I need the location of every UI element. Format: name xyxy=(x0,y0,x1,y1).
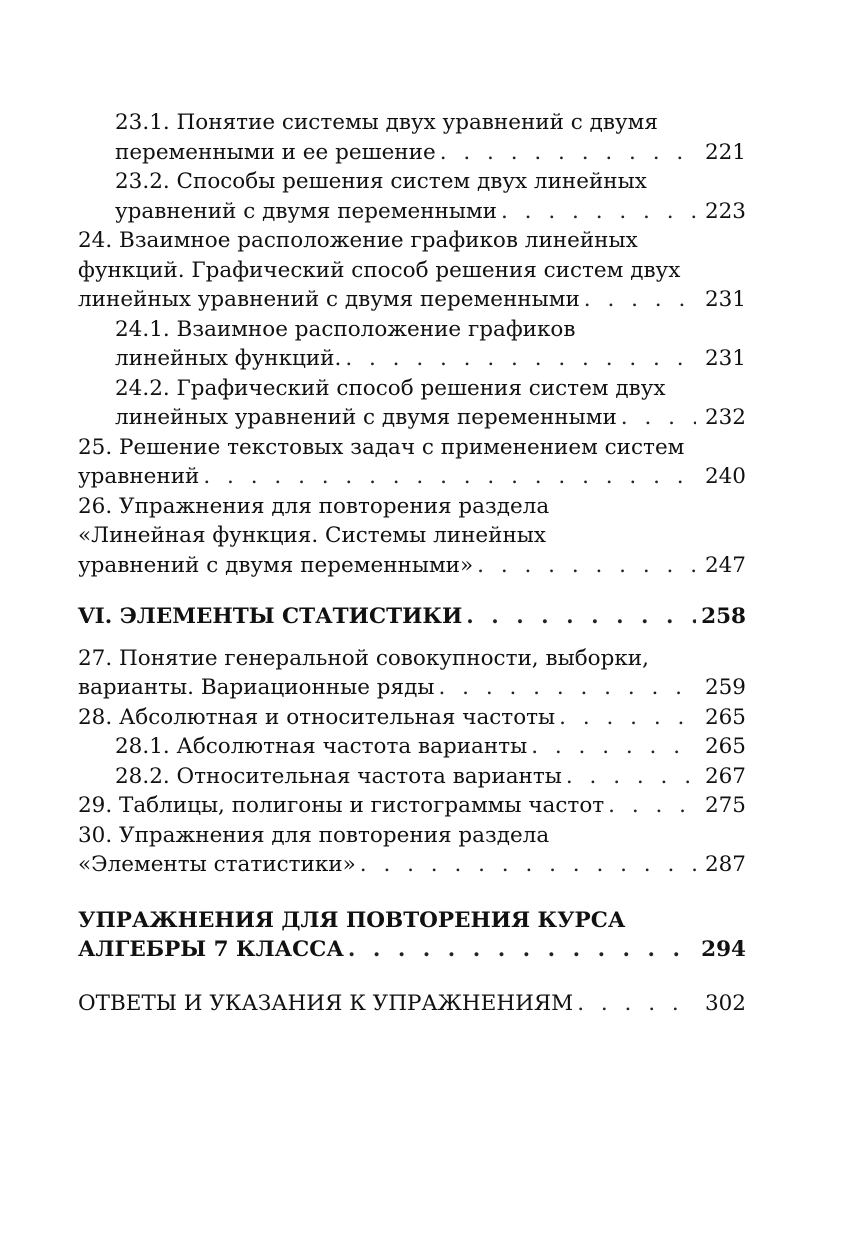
page-number: 240 xyxy=(704,464,746,489)
toc-entry-last-line xyxy=(78,935,746,965)
page-number: 231 xyxy=(704,346,746,371)
page-number: 259 xyxy=(704,675,746,700)
dot-leader xyxy=(438,673,696,703)
toc-entry-28-1 xyxy=(78,732,746,762)
toc-entry-text: линейных уравнений с двумя переменными xyxy=(78,287,580,312)
toc-entry-text: 24. Взаимное расположение графиков линейных xyxy=(78,228,638,253)
toc-entry-last-line xyxy=(115,403,746,433)
toc-entry-26 xyxy=(78,492,746,581)
page-number: 221 xyxy=(704,139,746,165)
toc-entry-text: 28. Абсолютная и относительная частоты xyxy=(78,704,556,730)
toc-entry-last-line xyxy=(115,344,746,374)
toc-entry-text: уравнений xyxy=(78,464,200,489)
toc-entry-last-line xyxy=(78,551,746,581)
section-title: VI. ЭЛЕМЕНТЫ СТАТИСТИКИ xyxy=(78,604,463,629)
toc-entry-text: уравнений с двумя переменными xyxy=(115,198,498,224)
toc-entry-text: 24.1. Взаимное расположение графиков xyxy=(115,316,576,342)
toc-entry-last-line xyxy=(78,285,746,315)
toc-entry-28 xyxy=(78,703,746,733)
toc-section-answers xyxy=(78,989,746,1019)
dot-leader xyxy=(477,551,696,581)
toc-entry-24-2 xyxy=(78,374,746,433)
section-title: АЛГЕБРЫ 7 КЛАССА xyxy=(78,937,344,962)
toc-entry-text: 23.1. Понятие системы двух уравнений с двумя xyxy=(115,110,658,135)
toc-entry-24 xyxy=(78,226,746,315)
toc-entry-27 xyxy=(78,644,746,703)
toc-entry-28-2 xyxy=(78,762,746,792)
toc-entry-last-line xyxy=(115,138,746,168)
dot-leader xyxy=(348,935,696,965)
toc-entry-last-line xyxy=(78,989,746,1019)
dot-leader xyxy=(440,138,696,168)
toc-entry-last-line xyxy=(78,673,746,703)
dot-leader xyxy=(566,762,696,792)
toc-entry-text: уравнений с двумя переменными» xyxy=(78,552,474,578)
toc-entry-text: 29. Таблицы, полигоны и гистограммы частот xyxy=(78,793,605,818)
toc-entry-last-line xyxy=(78,462,746,492)
page-number: 302 xyxy=(704,990,746,1016)
page-number: 247 xyxy=(704,552,746,578)
toc-entry-text: 27. Понятие генеральной совокупности, выборки, xyxy=(78,645,649,671)
dot-leader xyxy=(577,989,696,1019)
toc-entry-23-2 xyxy=(78,167,746,226)
toc-entry-text: 28.1. Абсолютная частота варианты xyxy=(115,734,528,759)
toc-entry-last-line xyxy=(78,703,746,733)
toc-entry-text: варианты. Вариационные ряды xyxy=(78,675,435,700)
dot-leader xyxy=(559,703,696,733)
dot-leader xyxy=(608,791,696,821)
page-number: 275 xyxy=(704,793,746,818)
dot-leader xyxy=(621,403,696,433)
dot-leader xyxy=(466,602,696,632)
toc-entry-text: 23.2. Способы решения систем двух линейных xyxy=(115,169,647,194)
toc-entry-last-line xyxy=(115,732,746,762)
toc-entry-text: линейных функций. xyxy=(115,346,342,371)
toc-entry-23-1 xyxy=(78,108,746,167)
toc-entry-29 xyxy=(78,791,746,821)
page-number: 294 xyxy=(701,937,746,962)
toc-entry-30 xyxy=(78,821,746,880)
toc-entry-24-1 xyxy=(78,315,746,374)
page-number: 223 xyxy=(704,198,746,224)
toc-entry-25 xyxy=(78,433,746,492)
toc-entry-text: 30. Упражнения для повторения раздела xyxy=(78,822,550,848)
page-number: 232 xyxy=(704,405,746,430)
table-of-contents xyxy=(78,108,746,1018)
toc-entry-text: «Элементы статистики» xyxy=(78,852,356,877)
dot-leader xyxy=(501,197,696,227)
dot-leader xyxy=(360,850,696,880)
toc-entry-text: 26. Упражнения для повторения раздела xyxy=(78,493,550,519)
page-number: 287 xyxy=(704,852,746,877)
toc-entry-last-line xyxy=(78,602,746,632)
page-number: 258 xyxy=(701,604,746,629)
toc-entry-text: линейных уравнений с двумя переменными xyxy=(115,405,617,430)
dot-leader xyxy=(203,462,696,492)
page-number: 267 xyxy=(704,763,746,789)
toc-section-review xyxy=(78,906,746,965)
toc-entry-last-line xyxy=(78,791,746,821)
toc-entry-text: 28.2. Относительная частота варианты xyxy=(115,763,562,789)
toc-entry-last-line xyxy=(115,762,746,792)
section-title: УПРАЖНЕНИЯ ДЛЯ ПОВТОРЕНИЯ КУРСА xyxy=(78,907,626,933)
toc-entry-last-line xyxy=(115,197,746,227)
page-number: 265 xyxy=(704,704,746,730)
page-number: 231 xyxy=(704,287,746,312)
toc-entry-text: «Линейная функция. Системы линейных xyxy=(78,523,547,548)
toc-section-vi xyxy=(78,602,746,632)
toc-entry-text: переменными и ее решение xyxy=(115,139,436,165)
toc-entry-text: 25. Решение текстовых задач с применением систем xyxy=(78,434,685,460)
page-number: 265 xyxy=(704,734,746,759)
section-title: ОТВЕТЫ И УКАЗАНИЯ К УПРАЖНЕНИЯМ xyxy=(78,990,574,1016)
toc-entry-text: функций. Графический способ решения систем двух xyxy=(78,257,681,283)
dot-leader xyxy=(531,732,696,762)
toc-entry-text: 24.2. Графический способ решения систем двух xyxy=(115,375,666,401)
dot-leader xyxy=(345,344,696,374)
toc-entry-last-line xyxy=(78,850,746,880)
dot-leader xyxy=(584,285,696,315)
